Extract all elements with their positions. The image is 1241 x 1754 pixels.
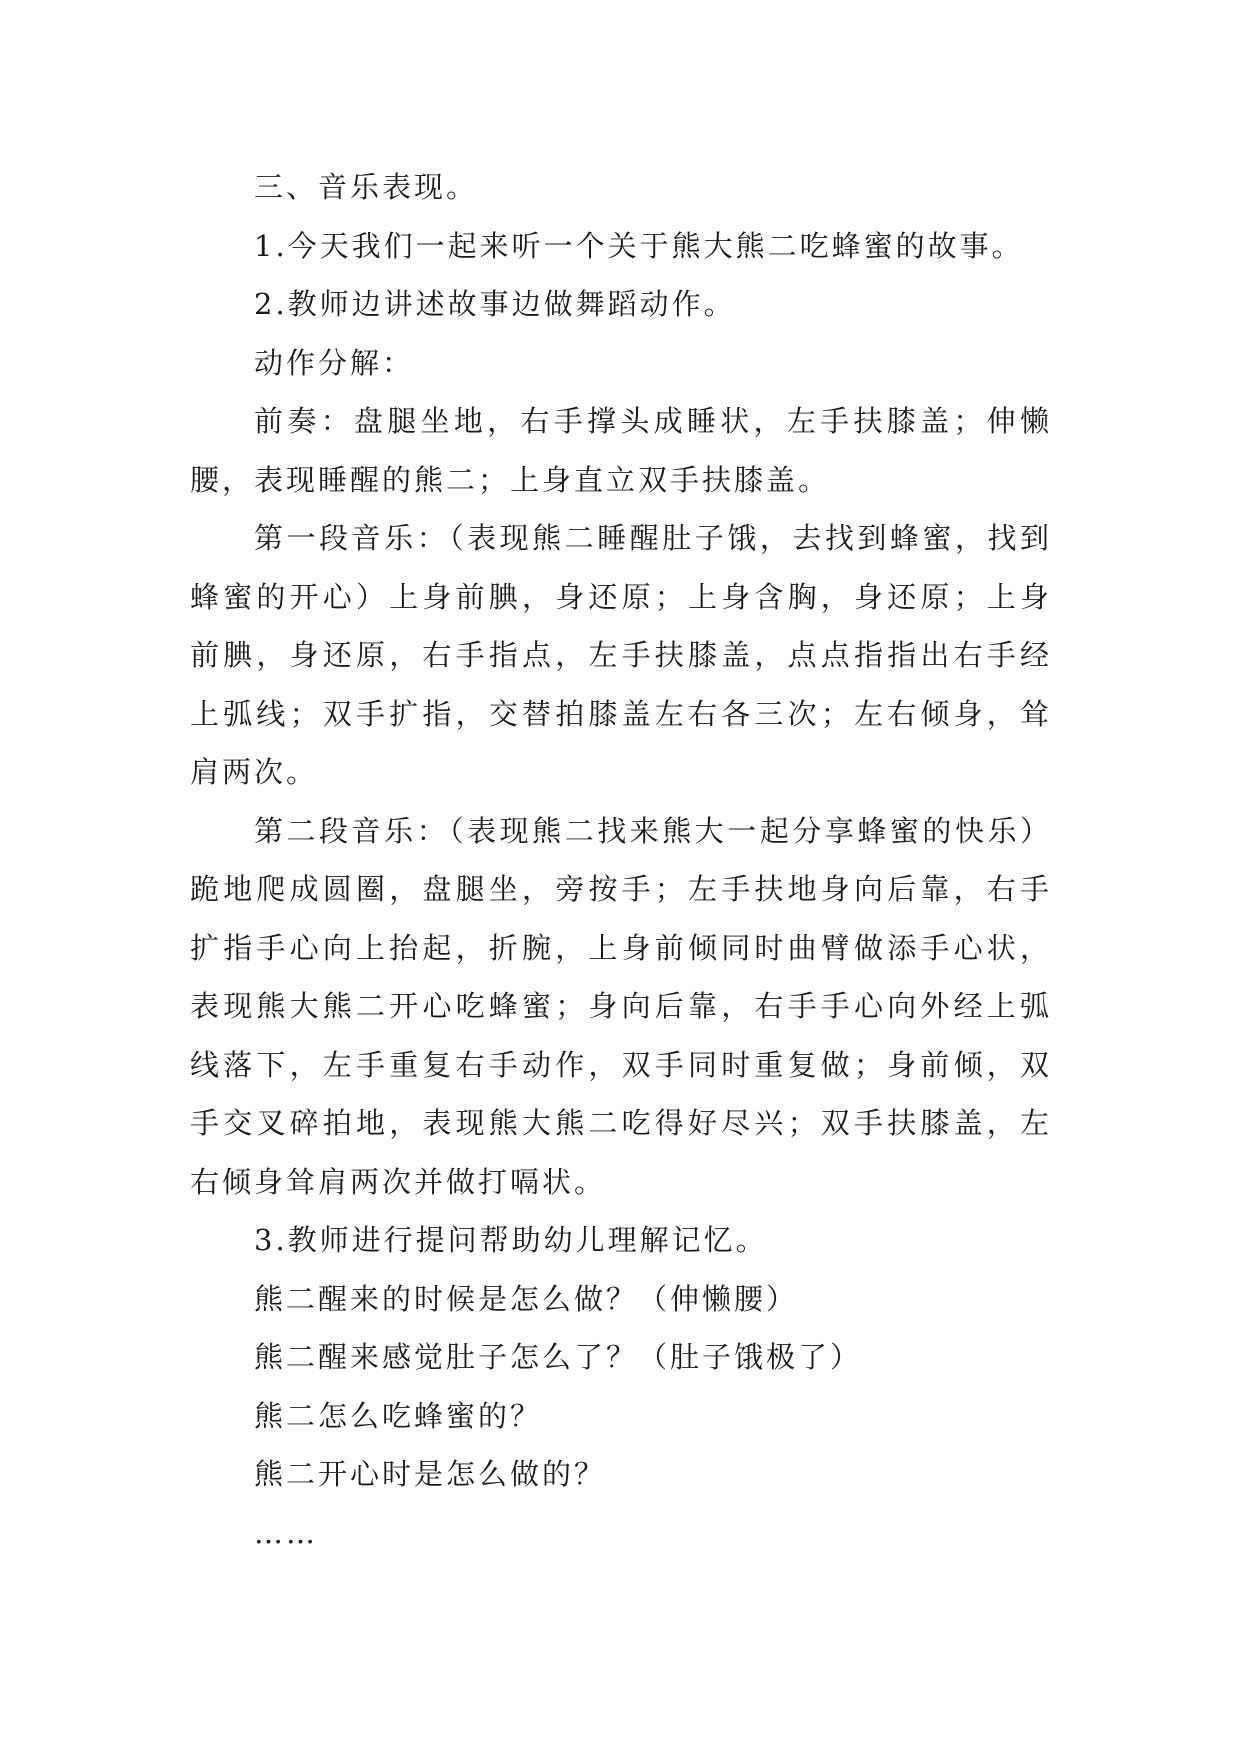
question-line: 熊二怎么吃蜂蜜的？ [254,1398,543,1433]
paragraph: 前奏：盘腿坐地，右手撑头成睡状，左手扶膝盖；伸懒腰，表现睡醒的熊二；上身直立双手扶膝盖。 [190,404,1052,497]
paragraph: 1.今天我们一起来听一个关于熊大熊二吃蜂蜜的故事。 [254,228,1024,263]
paragraph: 第一段音乐：（表现熊二睡醒肚子饿，去找到蜂蜜，找到蜂蜜的开心）上身前腆，身还原；上身含胸，身还原；上身前腆，身还原，右手指点，左手扶膝盖，点点指指出右手经上弧线；双手扩指，交替拍膝盖左右各三次；左右倾身，耸肩两次。 [190,521,1052,789]
paragraph: 第二段音乐：（表现熊二找来熊大一起分享蜂蜜的快乐）跪地爬成圆圈，盘腿坐，旁按手；左手扶地身向后靠，右手扩指手心向上抬起，折腕，上身前倾同时曲臂做添手心状，表现熊大熊二开心吃蜂蜜；身向后靠，右手手心向外经上弧线落下，左手重复右手动作，双手同时重复做；身前倾，双手交叉碎拍地，表现熊大熊二吃得好尽兴；双手扶膝盖，左右倾身耸肩两次并做打嗝状。 [190,813,1052,1199]
paragraph: 3.教师进行提问帮助幼儿理解记忆。 [254,1223,768,1257]
document-body [190,158,1052,1562]
paragraph: 动作分解： [254,345,415,380]
question-line: 熊二开心时是怎么做的？ [254,1457,607,1491]
ellipsis-line: …… [254,1515,318,1550]
paragraph: 2.教师边讲述故事边做舞蹈动作。 [254,287,736,321]
question-line: 熊二醒来的时候是怎么做？（伸懒腰） [254,1281,799,1316]
question-line: 熊二醒来感觉肚子怎么了？（肚子饿极了） [254,1340,863,1374]
section-heading: 三、音乐表现。 [254,170,479,204]
